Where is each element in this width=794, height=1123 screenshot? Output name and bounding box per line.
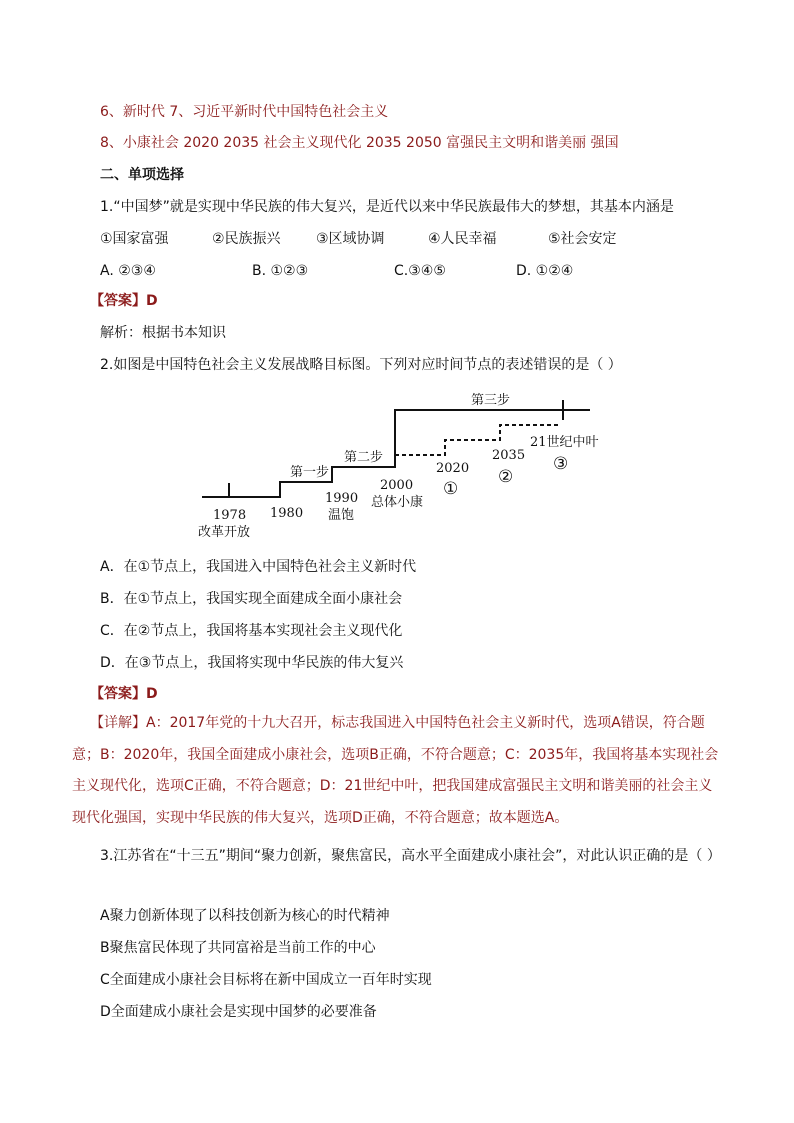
q1-option: C.③④⑤ — [394, 263, 446, 279]
year-2020: 2020 — [436, 461, 470, 476]
year-2000: 2000 — [380, 478, 414, 493]
q3-option-c: C全面建成小康社会目标将在新中国成立一百年时实现 — [100, 972, 432, 988]
year-1980: 1980 — [270, 506, 304, 521]
answer-line-8: 8、小康社会 2020 2035 社会主义现代化 2035 2050 富强民主文明和谐美丽 强国 — [100, 135, 619, 151]
q1-item: ②民族振兴 — [212, 231, 281, 247]
q2-option-b: B．在①节点上，我国实现全面建成全面小康社会 — [100, 591, 403, 607]
q3-option-a: A聚力创新体现了以科技创新为核心的时代精神 — [100, 908, 390, 924]
label-step1: 第一步 — [290, 465, 330, 480]
q2-answer: 【答案】D — [90, 686, 158, 702]
q1-item: ④人民幸福 — [428, 231, 497, 247]
strategy-diagram — [0, 380, 794, 540]
label-2000: 总体小康 — [371, 495, 424, 510]
q2-option-d: D．在③节点上，我国将实现中华民族的伟大复兴 — [100, 655, 404, 671]
q2-option-c: C．在②节点上，我国将基本实现社会主义现代化 — [100, 623, 403, 639]
year-2050: 21世纪中叶 — [530, 435, 599, 450]
q1-option: D. ①②④ — [516, 263, 574, 279]
label-1978: 改革开放 — [198, 525, 251, 540]
year-1990: 1990 — [325, 491, 359, 506]
answer-line-6-7: 6、新时代 7、习近平新时代中国特色社会主义 — [100, 104, 389, 120]
label-step2: 第二步 — [344, 450, 384, 465]
q1-analysis: 解析：根据书本知识 — [100, 325, 226, 341]
label-step3: 第三步 — [471, 393, 511, 408]
q1-item: ③区域协调 — [316, 231, 385, 247]
section-title: 二、单项选择 — [100, 167, 184, 183]
q1-option: A. ②③④ — [100, 263, 156, 279]
q3-stem: 3.江苏省在“十三五”期间“聚力创新，聚焦富民，高水平全面建成小康社会”，对此认识正确的是（ ） — [100, 848, 721, 864]
q1-item: ⑤社会安定 — [548, 231, 617, 247]
year-1978: 1978 — [213, 508, 247, 523]
label-1990: 温饱 — [328, 508, 355, 523]
q2-option-a: A．在①节点上，我国进入中国特色社会主义新时代 — [100, 559, 417, 575]
q3-option-b: B聚焦富民体现了共同富裕是当前工作的中心 — [100, 940, 376, 956]
q1-stem: 1.“中国梦”就是实现中华民族的伟大复兴，是近代以来中华民族最伟大的梦想，其基本内涵是 — [100, 199, 674, 215]
q2-detail: 【详解】A：2017年党的十九大召开，标志我国进入中国特色社会主义新时代，选项A错误，符合题意；B：2020年，我国全面建成小康社会，选项B正确，不符合题意；C：2035年，我国将基本实现社会主义现代化，选项C正确，不符合题意；D：21世纪中叶，把我国建成富强民主文明和谐美丽的社会主义现代化强国，实现中华民族的伟大复兴，选项D正确，不符合题意；故本题选A。 — [72, 715, 719, 826]
marker-3: ③ — [553, 454, 569, 474]
q1-item: ①国家富强 — [100, 231, 169, 247]
marker-2: ② — [498, 467, 514, 487]
q1-answer: 【答案】D — [90, 293, 158, 309]
marker-1: ① — [443, 479, 459, 499]
q2-stem: 2.如图是中国特色社会主义发展战略目标图。下列对应时间节点的表述错误的是（ ） — [100, 357, 622, 373]
q1-option: B. ①②③ — [252, 263, 309, 279]
year-2035: 2035 — [492, 448, 526, 463]
q3-option-d: D全面建成小康社会是实现中国梦的必要准备 — [100, 1004, 377, 1020]
